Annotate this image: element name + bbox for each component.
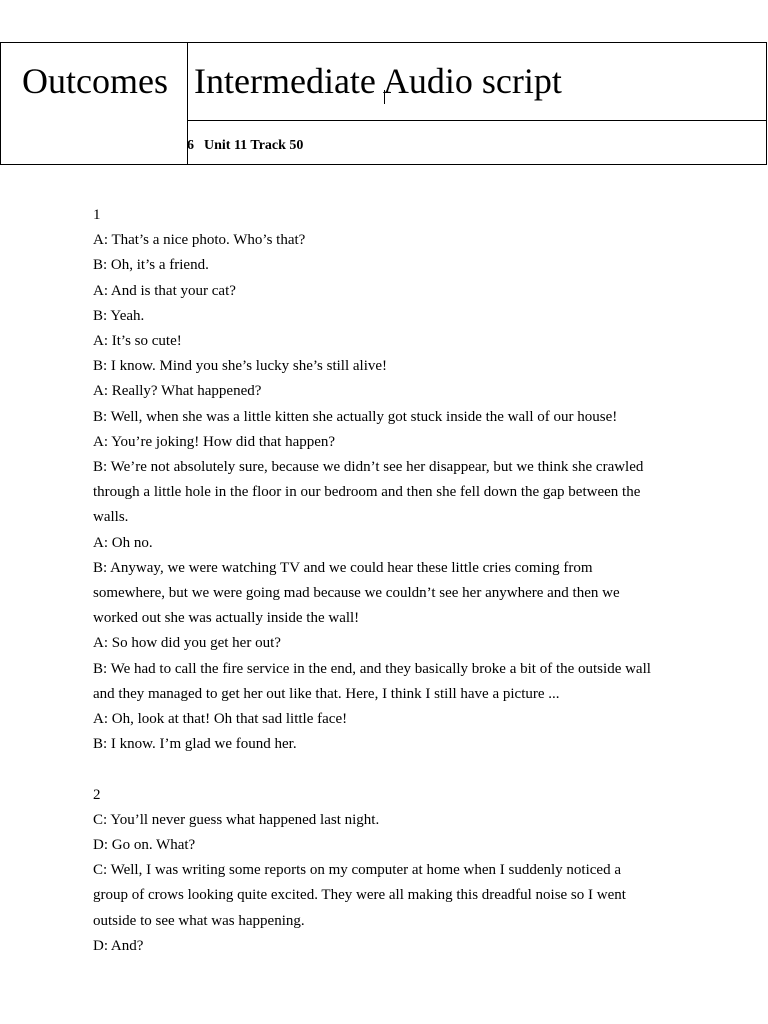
dialogue-line: D: Go on. What? [93, 837, 196, 854]
dialogue-line: A: You’re joking! How did that happen? [93, 433, 336, 450]
text-cursor [384, 90, 385, 104]
dialogue-line: A: That’s a nice photo. Who’s that? [93, 232, 306, 249]
dialogue-line: B: I know. I’m glad we found her. [93, 736, 297, 753]
section-number: 1 [93, 207, 101, 223]
dialogue-line: through a little hole in the floor in our bedroom and then she fell down the gap between the [93, 484, 641, 501]
dialogue-line: walls. [93, 509, 129, 526]
dialogue-line: outside to see what was happening. [93, 912, 305, 929]
section-number: 2 [93, 786, 101, 803]
audio-script-body [93, 203, 693, 959]
section-spacer [93, 757, 693, 782]
dialogue-line: worked out she was actually inside the wall! [93, 610, 360, 627]
dialogue-line: somewhere, but we were going mad because we couldn’t see her anywhere and then we [93, 585, 620, 602]
dialogue-line: A: It’s so cute! [93, 333, 182, 350]
page-number: 6 [187, 138, 194, 153]
dialogue-line: A: Really? What happened? [93, 383, 262, 400]
dialogue-line: group of crows looking quite excited. They were all making this dreadful noise so I went [93, 887, 626, 904]
dialogue-line: A: Oh, look at that! Oh that sad little face! [93, 711, 348, 728]
header-horizontal-divider [187, 120, 766, 121]
dialogue-line: B: We’re not absolutely sure, because we didn’t see her disappear, but we think she crawled [93, 459, 644, 476]
unit-track-label: Unit 11 Track 50 [204, 138, 304, 153]
dialogue-line: C: Well, I was writing some reports on my computer at home when I suddenly noticed a [93, 862, 621, 879]
brand-title: Outcomes [22, 61, 168, 101]
dialogue-line: B: I know. Mind you she’s lucky she’s still alive! [93, 358, 388, 375]
dialogue-line: B: Oh, it’s a friend. [93, 257, 209, 274]
dialogue-line: A: Oh no. [93, 534, 153, 551]
dialogue-line: and they managed to get her out like that. Here, I think I still have a picture ... [93, 685, 560, 702]
page-header [0, 42, 767, 165]
dialogue-line: C: You’ll never guess what happened last night. [93, 811, 380, 828]
unit-track-heading [187, 137, 303, 155]
dialogue-line: A: So how did you get her out? [93, 635, 281, 652]
dialogue-line: B: Well, when she was a little kitten she actually got stuck inside the wall of our house! [93, 408, 618, 425]
document-title: Intermediate Audio script [194, 61, 562, 101]
dialogue-line: B: Yeah. [93, 307, 145, 324]
dialogue-line: A: And is that your cat? [93, 282, 236, 299]
dialogue-line: B: Anyway, we were watching TV and we could hear these little cries coming from [93, 559, 593, 576]
dialogue-line: B: We had to call the fire service in the end, and they basically broke a bit of the outside wall [93, 660, 651, 677]
dialogue-line: D: And? [93, 937, 144, 954]
